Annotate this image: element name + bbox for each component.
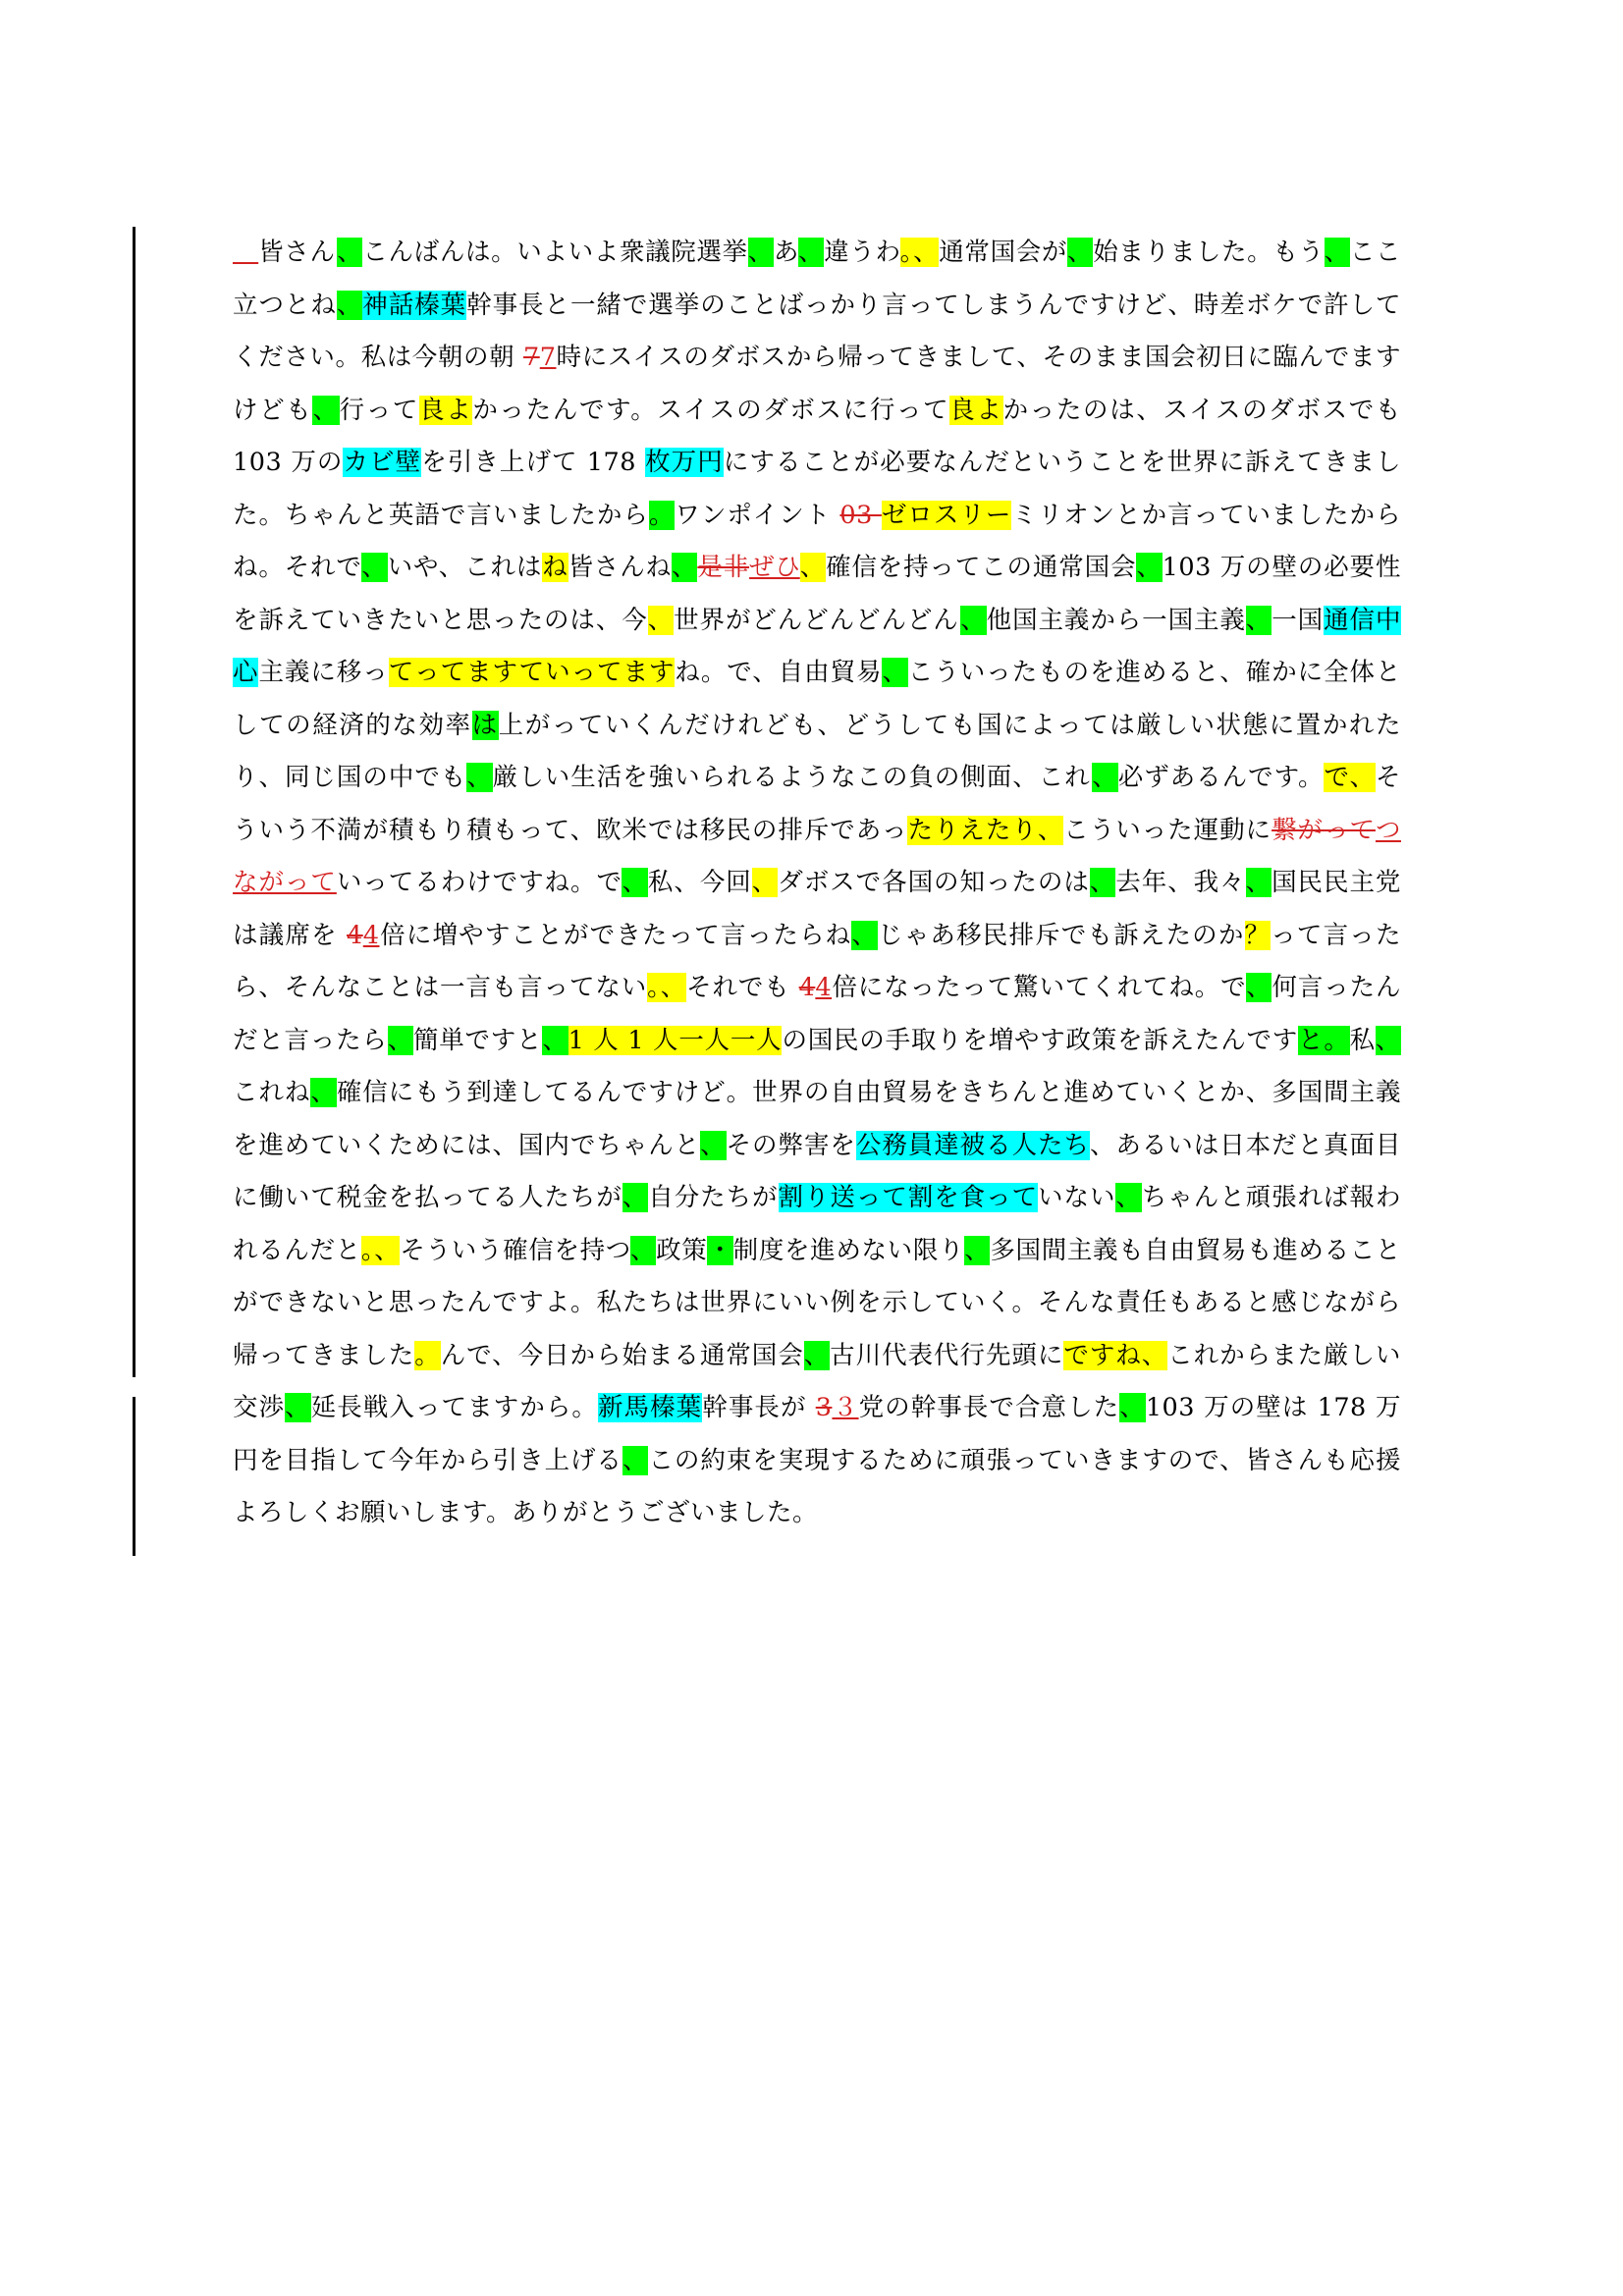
- deleted-text: 4: [347, 920, 363, 950]
- green-highlight: 、: [1245, 605, 1272, 635]
- yellow-highlight: 。、: [899, 238, 940, 267]
- green-highlight: は: [471, 710, 499, 740]
- deleted-text: 是非: [697, 553, 750, 582]
- text-run: 一国: [1271, 605, 1325, 635]
- text-run: 主義に移っ: [258, 658, 389, 687]
- yellow-highlight: 。: [414, 1340, 441, 1370]
- text-run: 多国間主義も自由貿易も進めることができないと思ったんですよ。私たちは世界にいい例を示していく。そんな責任もあると感じながら帰ってきました: [233, 1235, 1401, 1370]
- text-run: ここ立つとね: [233, 238, 1401, 320]
- green-highlight: 、: [1092, 763, 1118, 792]
- cyan-highlight: カビ壁: [343, 448, 422, 477]
- text-run: そういう確信を持つ: [400, 1235, 630, 1265]
- yellow-highlight: で、: [1324, 763, 1376, 792]
- text-run: 違うわ: [824, 238, 900, 267]
- text-run: 皆さんね: [568, 553, 672, 582]
- text-run: 確信を持ってこの通常国会: [826, 553, 1137, 582]
- text-run: 皆さん: [258, 238, 338, 267]
- text-run: ミリオンとか言っていましたからね。それで: [233, 500, 1401, 582]
- cyan-highlight: 割り送って割を食って: [778, 1183, 1039, 1212]
- yellow-highlight: 、: [751, 868, 779, 897]
- green-highlight: 、: [851, 920, 879, 950]
- text-run: 幹事長と一緒で選挙のことばっかり言ってしまうんですけど、時差ボケで許してください。私は今朝の朝: [233, 290, 1401, 372]
- text-run: 何言ったんだと言ったら: [233, 973, 1401, 1055]
- text-run: それでも: [686, 973, 799, 1002]
- green-highlight: 、: [671, 553, 698, 582]
- yellow-highlight: 、: [799, 553, 827, 582]
- yellow-highlight: ゼロスリー: [881, 500, 1012, 530]
- text-run: これね: [233, 1078, 311, 1107]
- green-highlight: 、: [336, 290, 363, 320]
- text-run: んで、今日から始まる通常国会: [440, 1340, 804, 1370]
- text-run: いない: [1038, 1183, 1116, 1212]
- inserted-text: 7: [539, 343, 557, 372]
- yellow-highlight: 。、: [360, 1235, 401, 1265]
- revision-change-bar-top: [133, 227, 135, 1377]
- text-run: 簡単ですと: [412, 1025, 543, 1055]
- green-highlight: 、: [310, 1078, 337, 1107]
- text-run: じゃあ移民排斥でも訴えたのか: [878, 920, 1245, 950]
- green-highlight: 、: [622, 1183, 649, 1212]
- text-run: 党の幹事長で合意した: [858, 1393, 1120, 1422]
- text-run: 国民民主党は議席を: [233, 868, 1401, 950]
- text-run: この約束を実現するために頑張っていきますので、皆さんも応援よろしくお願いします。ありがとうございました。: [233, 1445, 1401, 1527]
- text-run: 私: [1349, 1025, 1376, 1055]
- text-run: 通常国会が: [939, 238, 1068, 267]
- inserted-text: 4: [362, 920, 380, 950]
- green-highlight: 、: [747, 238, 774, 267]
- green-highlight: 、: [387, 1025, 413, 1055]
- text-run: 確信にもう到達してるんですけど。世界の自由貿易をきちんと進めていくとか、多国間主義を進めていくためには、国内でちゃんと: [233, 1078, 1401, 1160]
- green-highlight: 、: [1115, 1183, 1142, 1212]
- yellow-highlight: 1 人 1 人: [568, 1025, 679, 1055]
- inserted-text: 4: [815, 973, 833, 1002]
- yellow-highlight: ？: [1244, 920, 1271, 950]
- deleted-text: 3: [815, 1393, 833, 1422]
- green-highlight: 。: [648, 500, 676, 530]
- text-run: 厳しい生活を強いられるようなこの負の側面、これ: [492, 763, 1093, 792]
- text-run: その弊害を: [726, 1130, 856, 1160]
- inserted-text: ３: [832, 1393, 859, 1422]
- green-highlight: 、: [466, 763, 493, 792]
- text-run: ね。で、自由貿易: [675, 658, 883, 687]
- text-run: って言ったら、そんなことは一言も言ってない: [233, 920, 1401, 1002]
- yellow-highlight: 、: [647, 605, 675, 635]
- green-highlight: 、: [361, 553, 388, 582]
- green-highlight: 、: [1245, 868, 1272, 897]
- cyan-highlight: 神話榛葉: [362, 290, 467, 320]
- text-run: いや、これは: [387, 553, 543, 582]
- text-run: こんばんは。いよいよ衆議院選挙: [362, 238, 748, 267]
- deleted-text: 7: [523, 343, 540, 372]
- document-body-text: [233, 227, 1401, 1540]
- green-highlight: 、: [882, 658, 908, 687]
- text-run: 他国主義から一国主義: [986, 605, 1246, 635]
- yellow-highlight: 良よ: [949, 395, 1003, 425]
- text-run: を引き上げて 178: [421, 448, 646, 477]
- inserted-text: つながって: [233, 815, 1401, 897]
- text-run: にすることが必要なんだということを世界に訴えてきました。ちゃんと英語で言いましたから: [233, 448, 1401, 530]
- green-highlight: 、: [622, 868, 648, 897]
- green-highlight: 、: [1119, 1393, 1146, 1422]
- yellow-highlight: 良よ: [419, 395, 473, 425]
- text-run: 103 万の壁は 178 万円を目指して今年から引き上げる: [233, 1393, 1401, 1475]
- text-run: 、あるいは日本だと真面目に働いて税金を払ってる人たちが: [233, 1130, 1401, 1212]
- text-run: 自分たちが: [648, 1183, 779, 1212]
- deleted-text: 繋がって: [1271, 815, 1376, 845]
- yellow-highlight: ですね、: [1063, 1340, 1168, 1370]
- deleted-text: 4: [798, 973, 816, 1002]
- text-run: かったのは、スイスのダボスでも 103 万の: [233, 395, 1401, 477]
- inserted-text: ＿: [233, 238, 259, 267]
- cyan-highlight: 通信中心: [233, 605, 1401, 687]
- text-run: 幹事長が: [702, 1393, 816, 1422]
- text-run: 103 万の壁の必要性を訴えていきたいと思ったのは、今: [233, 553, 1401, 635]
- text-run: 延長戦入ってますから。: [310, 1393, 598, 1422]
- green-highlight: 、: [1246, 973, 1272, 1002]
- yellow-highlight: ね: [542, 553, 568, 582]
- green-highlight: 、: [964, 1235, 991, 1265]
- text-run: ダボスで各国の知ったのは: [778, 868, 1090, 897]
- text-run: そういう不満が積もり積もって、欧米では移民の排斥であっ: [233, 763, 1401, 845]
- text-run: 制度を進めない限り: [732, 1235, 965, 1265]
- yellow-highlight: たりえたり、: [907, 815, 1064, 845]
- green-highlight: 、: [1136, 553, 1163, 582]
- green-highlight: 、: [337, 238, 363, 267]
- text-run: 必ずあるんです。: [1117, 763, 1325, 792]
- yellow-highlight: 一人一人: [678, 1025, 783, 1055]
- cyan-highlight: 新馬榛葉: [597, 1393, 703, 1422]
- text-run: 世界がどんどんどんどん: [674, 605, 961, 635]
- green-highlight: 、: [312, 395, 340, 425]
- text-run: 倍になったって驚いてくれてね。で: [832, 973, 1247, 1002]
- yellow-highlight: てってますていってます: [388, 658, 676, 687]
- inserted-text: ぜひ: [749, 553, 800, 582]
- green-highlight: 、: [1089, 868, 1116, 897]
- green-highlight: 、: [1067, 238, 1094, 267]
- text-run: 去年、我々: [1115, 868, 1246, 897]
- green-highlight: ・: [707, 1235, 733, 1265]
- text-run: ちゃんと頑張れば報われるんだと: [233, 1183, 1401, 1265]
- text-run: かったんです。スイスのダボスに行って: [472, 395, 950, 425]
- text-run: 私、今回: [647, 868, 752, 897]
- green-highlight: 、: [798, 238, 825, 267]
- green-highlight: 、: [803, 1340, 831, 1370]
- text-run: こういった運動に: [1063, 815, 1272, 845]
- green-highlight: 、: [700, 1130, 727, 1160]
- text-run: の国民の手取りを増やす政策を訴えたんです: [782, 1025, 1299, 1055]
- revision-change-bar-bottom: [133, 1397, 135, 1556]
- green-highlight: 、: [629, 1235, 657, 1265]
- text-run: 政策: [656, 1235, 708, 1265]
- yellow-highlight: 。、: [647, 973, 687, 1002]
- text-run: 倍に増やすことができたって言ったらね: [379, 920, 852, 950]
- text-run: 上がっていくんだけれども、どうしても国によっては厳しい状態に置かれたり、同じ国の中でも: [233, 710, 1401, 792]
- green-highlight: 、: [1375, 1025, 1401, 1055]
- text-run: 行って: [339, 395, 420, 425]
- deleted-text: 03: [839, 500, 882, 530]
- text-run: あ: [773, 238, 799, 267]
- green-highlight: 、: [960, 605, 987, 635]
- cyan-highlight: 枚万円: [645, 448, 724, 477]
- text-run: 始まりました。もう: [1093, 238, 1325, 267]
- text-run: 時にスイスのダボスから帰ってきまして、そのまま国会初日に臨んでますけども: [233, 343, 1402, 425]
- green-highlight: 、: [285, 1393, 311, 1422]
- text-run: いってるわけですね。で: [336, 868, 622, 897]
- green-highlight: 、: [622, 1445, 649, 1475]
- text-run: これからまた厳しい交渉: [233, 1340, 1401, 1422]
- green-highlight: 、: [542, 1025, 568, 1055]
- text-run: ワンポイント: [675, 500, 840, 530]
- green-highlight: 、: [1324, 238, 1350, 267]
- text-run: 古川代表代行先頭に: [830, 1340, 1064, 1370]
- cyan-highlight: 公務員達被る人たち: [855, 1130, 1090, 1160]
- green-highlight: と。: [1298, 1025, 1350, 1055]
- text-run: こういったものを進めると、確かに全体としての経済的な効率: [233, 658, 1401, 740]
